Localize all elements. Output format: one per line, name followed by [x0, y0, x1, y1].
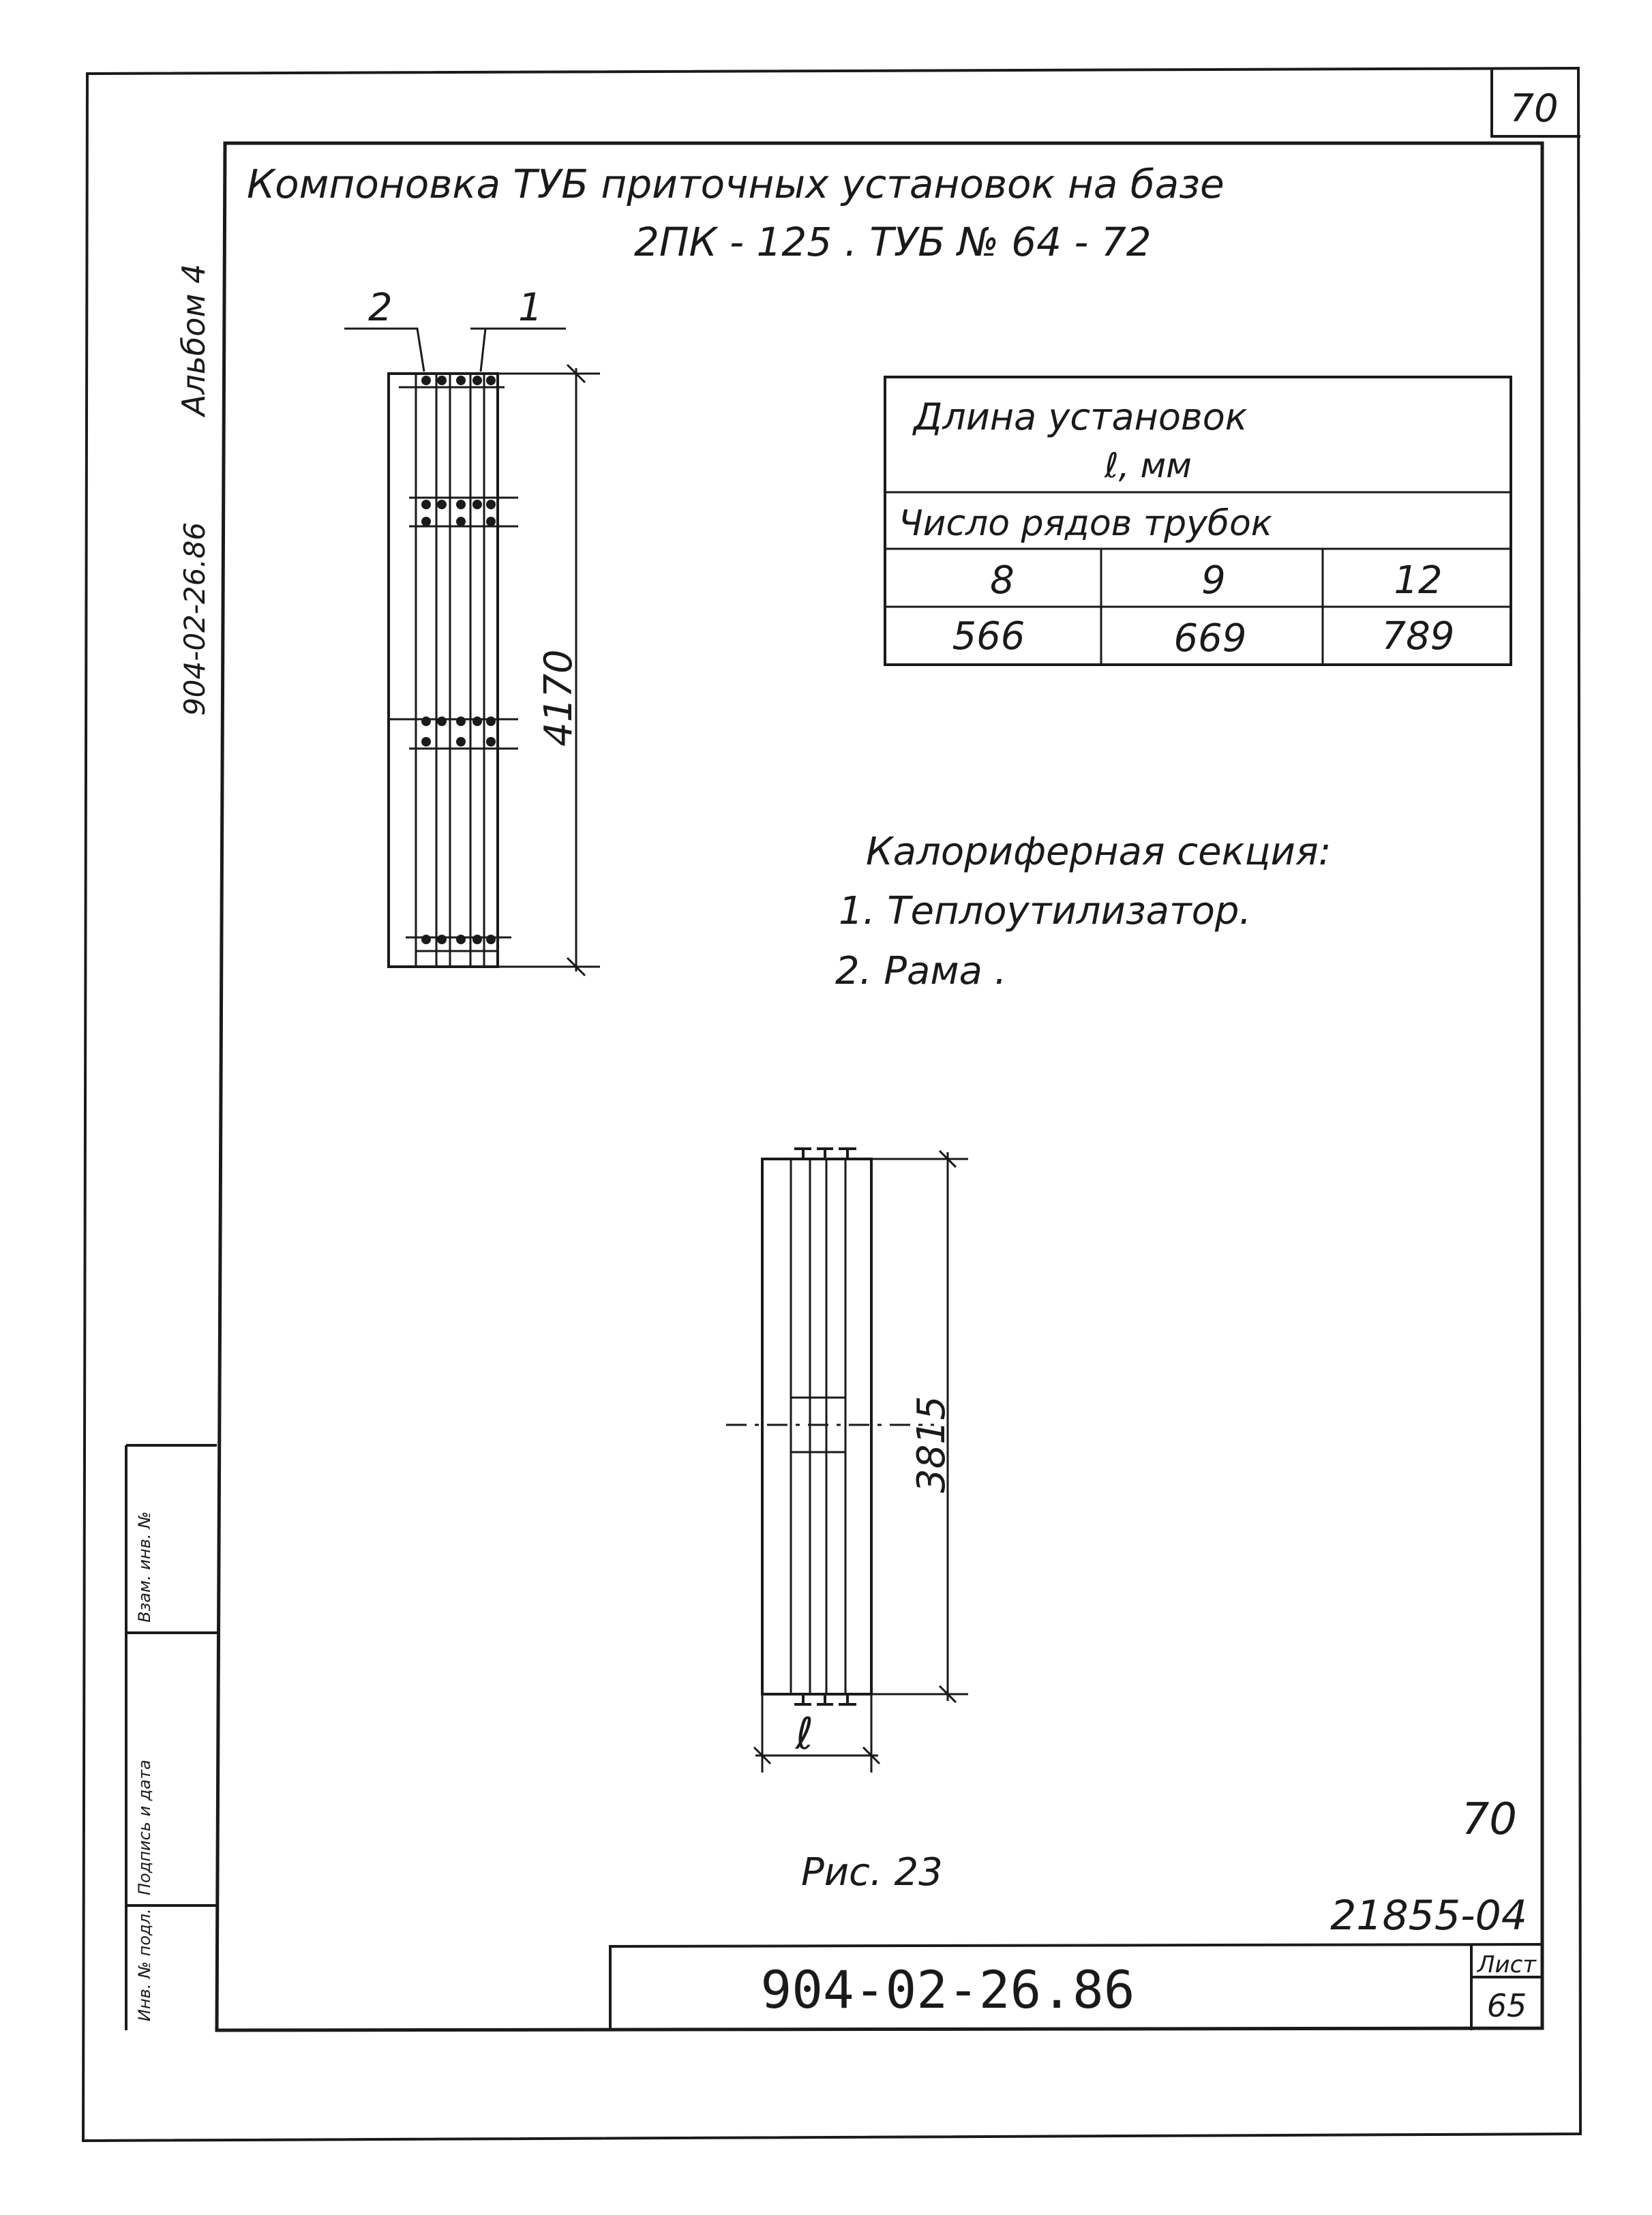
sheet-number: 65 [1486, 1987, 1527, 2024]
table-column-rows-8: 8 [990, 558, 1015, 603]
callout-2: 2 [368, 286, 393, 330]
table-header-line1: Длина установок [914, 395, 1248, 438]
legend-title: Калориферная секция: [866, 830, 1332, 874]
table-value-566: 566 [952, 614, 1025, 659]
top-corner-number: 70 [1510, 87, 1559, 131]
side-code: 904-02-26.86 [178, 522, 211, 716]
drawing-title-line1: Компоновка ТУБ приточных установок на базе [247, 161, 1225, 207]
sheet-label: Лист [1477, 1951, 1537, 1978]
document-code: 904-02-26.86 [760, 1959, 1135, 2020]
table-header-line2: ℓ, мм [1105, 446, 1192, 485]
outer-border [83, 68, 1580, 2141]
length-symbol: ℓ [795, 1709, 814, 1760]
stamp-cell-3: Взам. инв. № [135, 1511, 154, 1623]
table-value-789: 789 [1381, 614, 1455, 659]
drawing-title-line2: 2ПК - 125 . ТУБ № 64 - 72 [634, 219, 1152, 265]
table-column-rows-9: 9 [1201, 558, 1226, 603]
table-value-669: 669 [1173, 616, 1247, 661]
bottom-unit-drawing [726, 1149, 968, 1773]
table-subheader: Число рядов трубок [899, 503, 1273, 544]
legend-item-1: 1. Теплоутилизатор. [839, 889, 1252, 933]
dimension-top: 4170 [537, 649, 581, 747]
callout-1: 1 [518, 286, 543, 330]
stamp-cell-2: Подпись и дата [135, 1760, 154, 1895]
dimension-bottom: 3815 [910, 1396, 954, 1493]
top-unit-drawing [344, 286, 600, 976]
legend-item-2: 2. Рама . [835, 949, 1007, 993]
archive-number: 21855-04 [1330, 1892, 1527, 1940]
stamp-cell-1: Инв. № подл. [135, 1908, 154, 2021]
page-number-handwritten: 70 [1461, 1794, 1517, 1845]
figure-caption: Рис. 23 [801, 1850, 943, 1895]
album-label: Альбом 4 [175, 263, 212, 416]
table-column-rows-12: 12 [1394, 558, 1443, 603]
